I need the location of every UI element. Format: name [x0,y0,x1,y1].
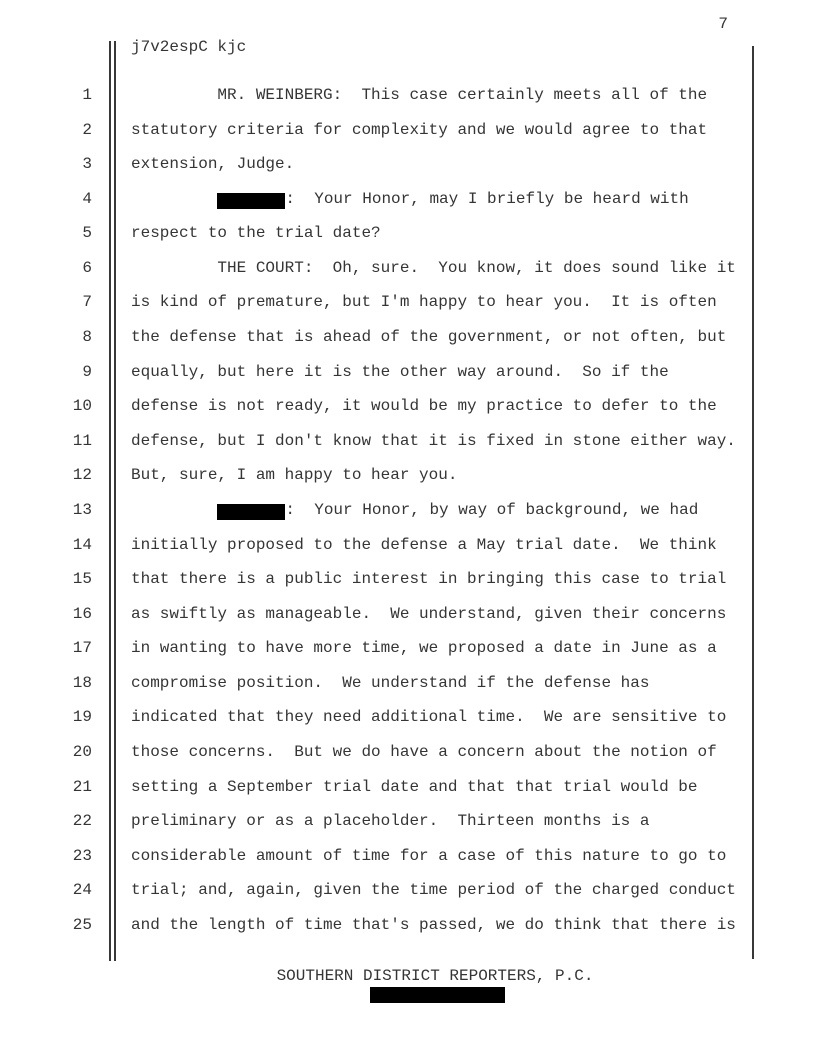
transcript-line [0,87,816,107]
transcript-line [0,571,816,591]
line-text: defense is not ready, it would be my practice to defer to the [131,397,717,416]
transcript-line [0,744,816,764]
line-text: setting a September trial date and that that trial would be [131,777,698,796]
line-number: 17 [72,639,92,658]
line-number: 1 [82,86,92,104]
line-text: trial; and, again, given the time period of the charged conduct [131,881,736,900]
line-number: 5 [82,224,92,243]
line-text: preliminary or as a placeholder. Thirteen months is a [131,812,650,831]
line-text: is kind of premature, but I'm happy to hear you. It is often [131,293,717,312]
line-text: statutory criteria for complexity and we would agree to that [131,120,708,139]
transcript-line [0,433,816,453]
line-text-after-redaction: : Your Honor, by way of background, we had [285,500,699,519]
transcript-line [0,640,816,660]
transcript-line [0,502,816,522]
line-text: as swiftly as manageable. We understand, given their concerns [131,604,727,623]
line-text [131,502,698,518]
line-number: 25 [72,915,92,934]
line-number: 24 [72,881,92,900]
transcript-line [0,813,816,833]
transcript-line [0,398,816,418]
line-number: 20 [72,743,92,762]
line-number: 13 [72,500,92,519]
redaction-bar [217,193,285,209]
transcript-line [0,122,816,142]
transcript-line [0,329,816,349]
line-number: 6 [82,258,92,277]
line-text-indent [131,501,217,519]
line-text: considerable amount of time for a case of this nature to go to [131,846,727,865]
line-text: that there is a public interest in bringing this case to trial [131,570,727,589]
transcript-line [0,606,816,626]
transcript-body [0,87,816,967]
line-number: 18 [72,673,92,692]
page-number: 7 [718,15,728,33]
line-text: extension, Judge. [131,155,295,174]
line-text: and the length of time that's passed, we do think that there is [131,915,736,934]
footer-redaction-bar [370,987,505,1003]
transcript-line [0,537,816,557]
line-number: 21 [72,777,92,796]
transcript-line [0,779,816,799]
line-text-after-redaction: : Your Honor, may I briefly be heard with [285,189,689,208]
line-text-indent [131,190,217,208]
line-text: respect to the trial date? [131,224,381,243]
line-number: 2 [82,120,92,139]
line-text: MR. WEINBERG: This case certainly meets all of the [131,86,708,104]
line-number: 9 [82,362,92,381]
transcript-line [0,364,816,384]
transcript-line [0,294,816,314]
line-text: THE COURT: Oh, sure. You know, it does sound like it [131,258,736,277]
line-number: 16 [72,604,92,623]
line-number: 15 [72,570,92,589]
transcript-line [0,225,816,245]
line-number: 23 [72,846,92,865]
redaction-bar [217,504,285,520]
transcript-line [0,191,816,211]
footer-reporter-name: SOUTHERN DISTRICT REPORTERS, P.C. [276,967,594,985]
line-number: 14 [72,535,92,554]
line-text: initially proposed to the defense a May trial date. We think [131,535,717,554]
line-number: 4 [82,189,92,208]
transcript-line [0,156,816,176]
line-text: those concerns. But we do have a concern about the notion of [131,743,717,762]
line-number: 12 [72,466,92,485]
line-text: But, sure, I am happy to hear you. [131,466,458,485]
transcript-line [0,882,816,902]
header-stamp: j7v2espC kjc [131,38,247,56]
line-text: compromise position. We understand if the defense has [131,673,650,692]
line-number: 11 [72,431,92,450]
line-number: 8 [82,328,92,347]
line-number: 3 [82,155,92,174]
line-text: defense, but I don't know that it is fixed in stone either way. [131,431,736,450]
transcript-line [0,260,816,280]
line-number: 19 [72,708,92,727]
line-number: 10 [72,397,92,416]
line-text: the defense that is ahead of the government, or not often, but [131,328,727,347]
line-text: indicated that they need additional time. We are sensitive to [131,708,727,727]
line-number: 7 [82,293,92,312]
line-text: equally, but here it is the other way around. So if the [131,362,669,381]
transcript-line [0,675,816,695]
transcript-line [0,467,816,487]
transcript-line [0,709,816,729]
transcript-line [0,848,816,868]
line-number: 22 [72,812,92,831]
transcript-line [0,917,816,937]
line-text [131,191,689,207]
line-text: in wanting to have more time, we proposed a date in June as a [131,639,717,658]
